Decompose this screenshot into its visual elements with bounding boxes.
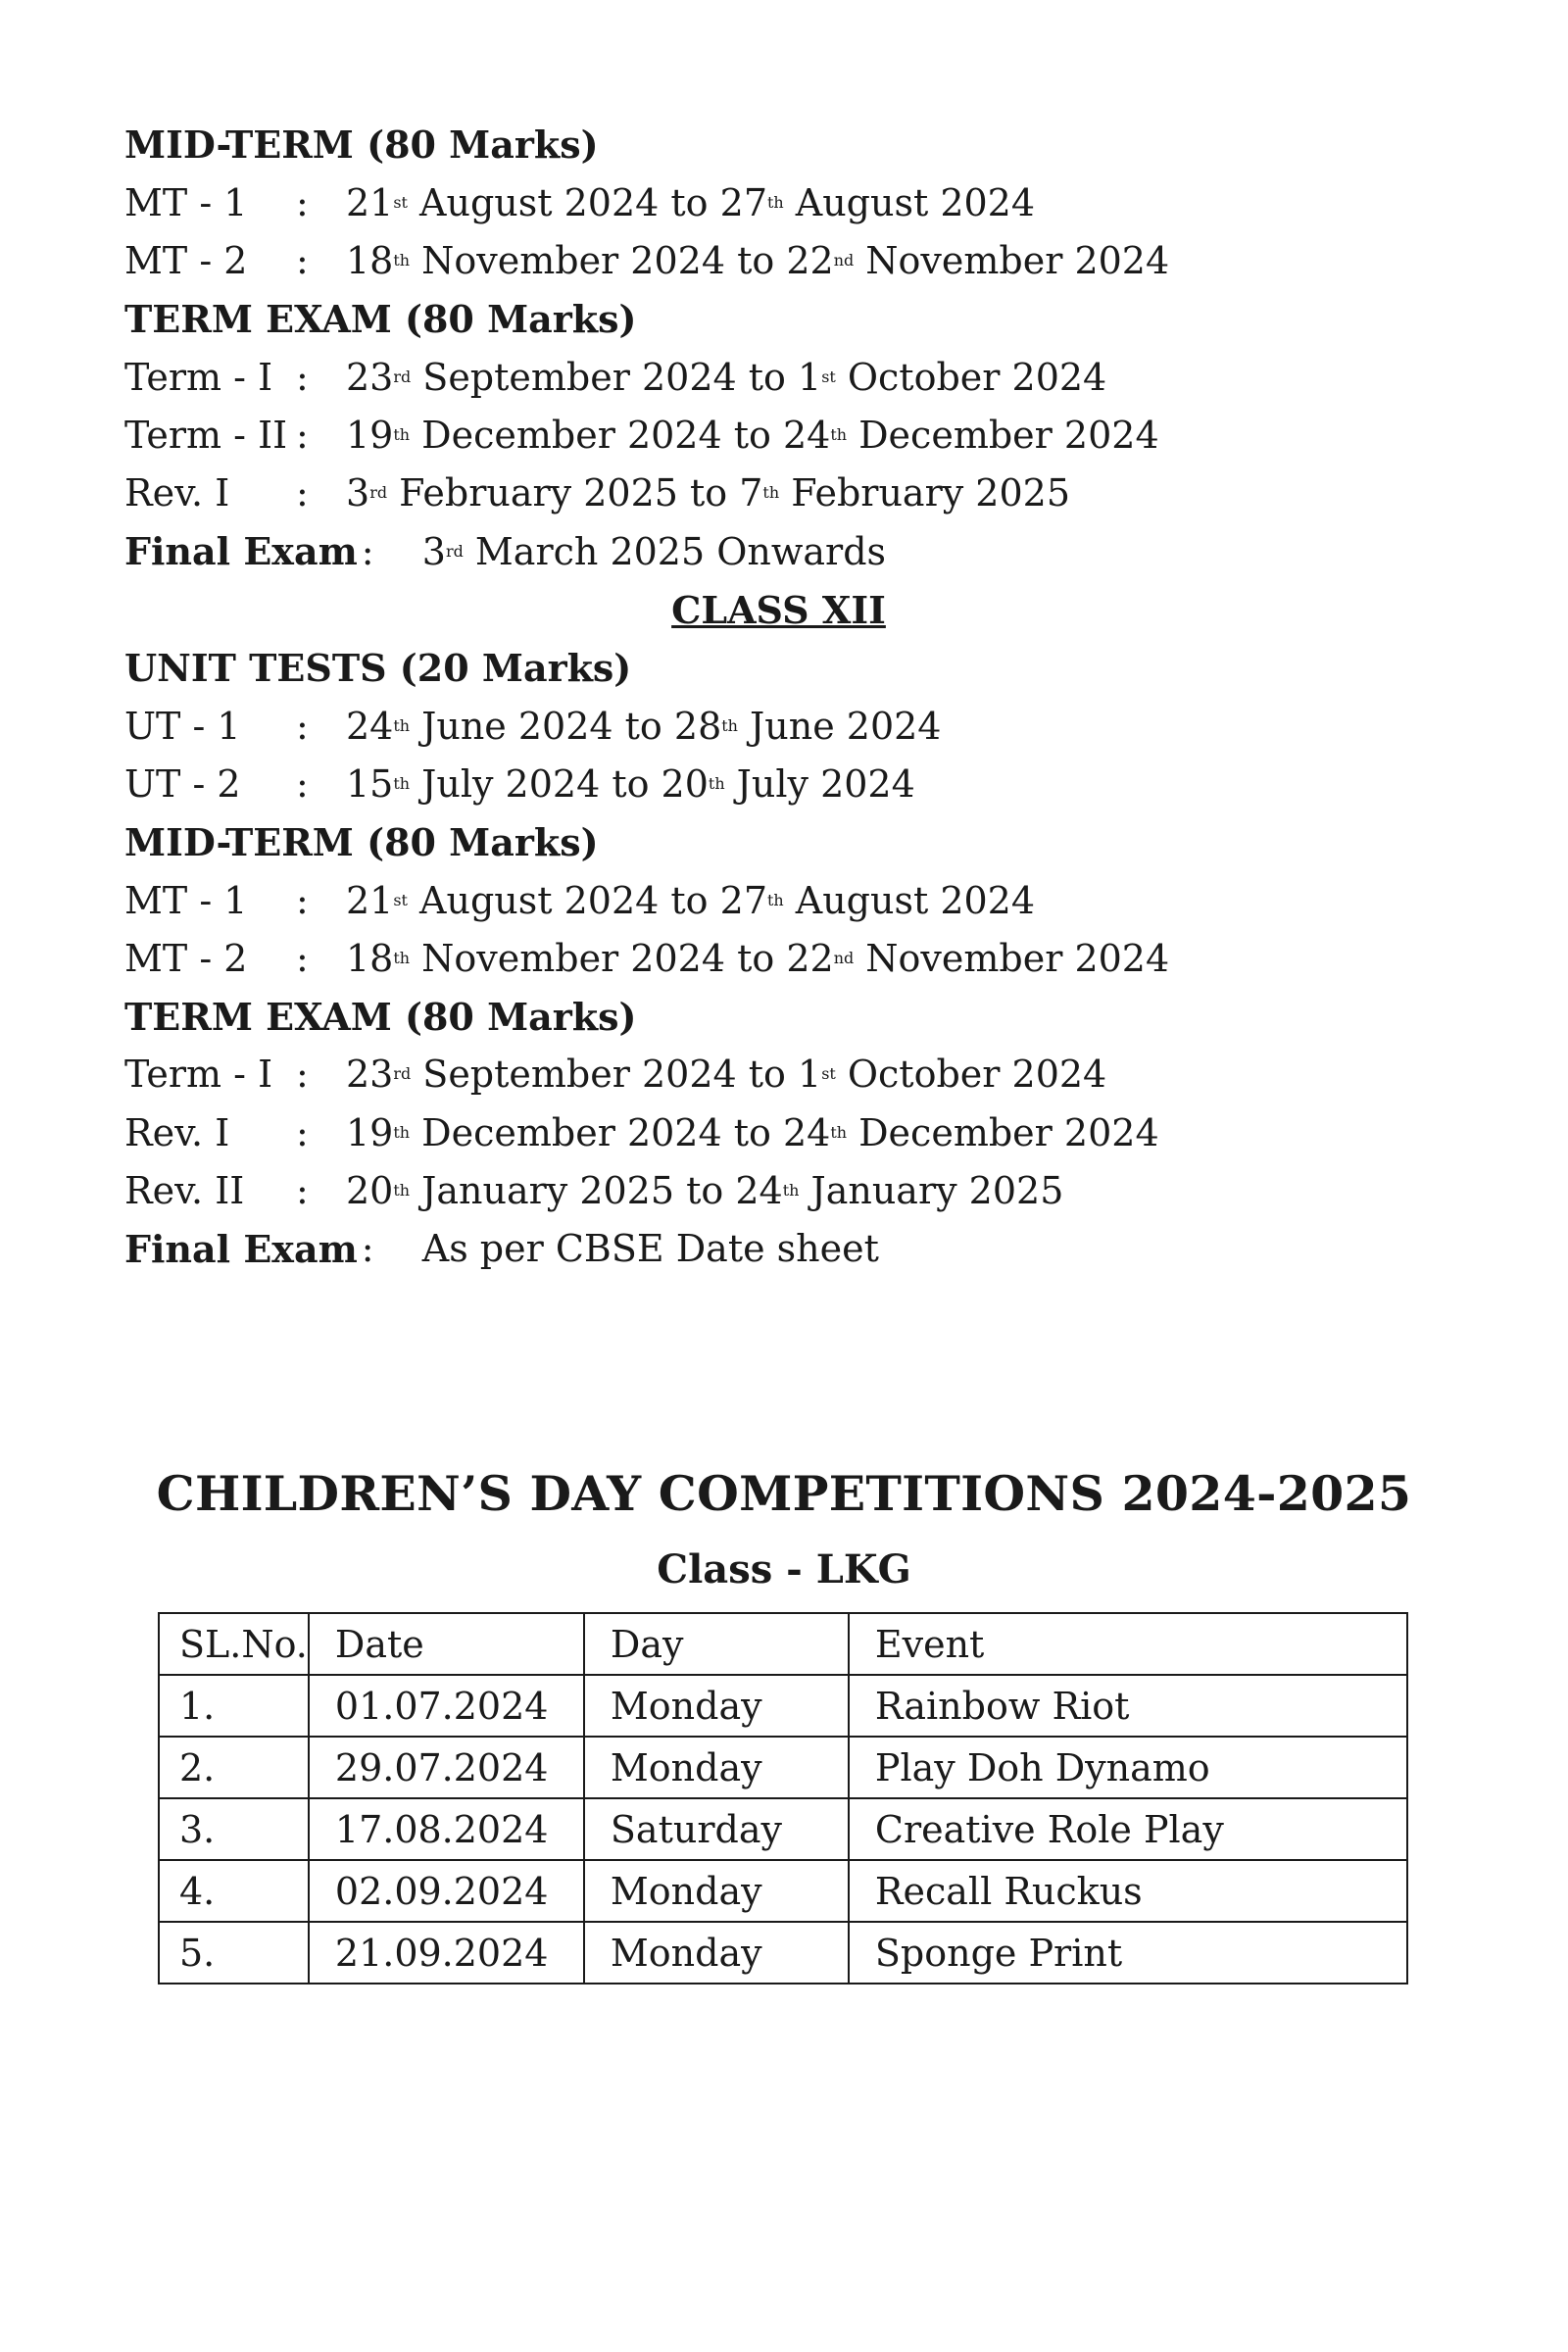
schedule-row-ut2: UT - 2 : 15 th July 2024 to 20 th July 2024	[124, 761, 915, 806]
cell-date: 02.09.2024	[309, 1860, 584, 1922]
schedule-row-mt2: MT - 2 : 18 th November 2024 to 22 nd November 2024	[124, 239, 1170, 283]
row-label: MT - 2	[124, 936, 248, 980]
cell-date: 17.08.2024	[309, 1798, 584, 1860]
schedule-row-term2: Term - II : 19 th December 2024 to 24 th December 2024	[124, 414, 1159, 458]
row-label: MT - 1	[124, 878, 248, 922]
row-label: Term - I	[124, 355, 273, 399]
competitions-subtitle: Class - LKG	[657, 1546, 911, 1592]
class-xii-heading: CLASS XII	[671, 587, 886, 632]
cell-sl-no: 4.	[159, 1860, 309, 1922]
schedule-row-mt1: MT - 1 : 21 st August 2024 to 27 th August 2024	[124, 180, 1036, 224]
row-label: Final Exam	[124, 529, 358, 574]
schedule-row-rev1: Rev. I : 3 rd February 2025 to 7 th February 2025	[124, 471, 1071, 515]
header-day: Day	[584, 1613, 849, 1675]
midterm-heading: MID-TERM (80 Marks)	[124, 819, 599, 864]
header-sl-no: SL.No.	[159, 1613, 309, 1675]
cell-day: Monday	[584, 1675, 849, 1737]
schedule-row-mt1: MT - 1 : 21 st August 2024 to 27 th August 2024	[124, 878, 1036, 922]
cell-event: Play Doh Dynamo	[849, 1737, 1407, 1798]
schedule-row-final: Final Exam : 3 rd March 2025 Onwards	[124, 529, 887, 574]
term-exam-heading: TERM EXAM (80 Marks)	[124, 297, 637, 342]
schedule-row-mt2: MT - 2 : 18 th November 2024 to 22 nd November 2024	[124, 936, 1170, 980]
exam-schedule	[124, 116, 1438, 1278]
schedule-row-rev1: Rev. I : 19 th December 2024 to 24 th December 2024	[124, 1110, 1159, 1154]
schedule-row-term1: Term - I : 23 rd September 2024 to 1 st October 2024	[124, 355, 1107, 399]
cell-day: Monday	[584, 1737, 849, 1798]
table-row	[159, 1737, 1407, 1798]
row-label: Final Exam	[124, 1226, 358, 1271]
schedule-row-term1: Term - I : 23 rd September 2024 to 1 st October 2024	[124, 1053, 1107, 1097]
cell-day: Saturday	[584, 1798, 849, 1860]
cell-sl-no: 5.	[159, 1922, 309, 1984]
table-row	[159, 1798, 1407, 1860]
cell-day: Monday	[584, 1922, 849, 1984]
row-label: Term - I	[124, 1053, 273, 1097]
competitions-table	[158, 1612, 1408, 1984]
row-label: Rev. II	[124, 1168, 245, 1212]
schedule-row-ut1: UT - 1 : 24 th June 2024 to 28 th June 2024	[124, 704, 942, 748]
row-label: UT - 1	[124, 704, 241, 748]
unit-tests-heading: UNIT TESTS (20 Marks)	[124, 645, 632, 690]
cell-event: Rainbow Riot	[849, 1675, 1407, 1737]
schedule-row-final: Final Exam : As per CBSE Date sheet	[124, 1226, 879, 1271]
row-label: MT - 1	[124, 180, 248, 224]
midterm-heading: MID-TERM (80 Marks)	[124, 122, 599, 168]
competitions-title: CHILDREN’S DAY COMPETITIONS 2024-2025	[156, 1465, 1412, 1522]
row-label: Rev. I	[124, 1110, 230, 1154]
cell-date: 01.07.2024	[309, 1675, 584, 1737]
cell-sl-no: 2.	[159, 1737, 309, 1798]
row-label: UT - 2	[124, 761, 241, 806]
table-row	[159, 1922, 1407, 1984]
cell-sl-no: 3.	[159, 1798, 309, 1860]
cell-day: Monday	[584, 1860, 849, 1922]
cell-event: Recall Ruckus	[849, 1860, 1407, 1922]
header-event: Event	[849, 1613, 1407, 1675]
cell-date: 29.07.2024	[309, 1737, 584, 1798]
schedule-row-rev2: Rev. II : 20 th January 2025 to 24 th January 2025	[124, 1168, 1064, 1212]
cell-date: 21.09.2024	[309, 1922, 584, 1984]
table-row	[159, 1675, 1407, 1737]
table-row	[159, 1860, 1407, 1922]
row-label: Rev. I	[124, 471, 230, 515]
cell-event: Creative Role Play	[849, 1798, 1407, 1860]
row-label: MT - 2	[124, 239, 248, 283]
term-exam-heading: TERM EXAM (80 Marks)	[124, 994, 637, 1039]
cell-sl-no: 1.	[159, 1675, 309, 1737]
cell-event: Sponge Print	[849, 1922, 1407, 1984]
table-header-row	[159, 1613, 1407, 1675]
row-label: Term - II	[124, 414, 288, 458]
header-date: Date	[309, 1613, 584, 1675]
